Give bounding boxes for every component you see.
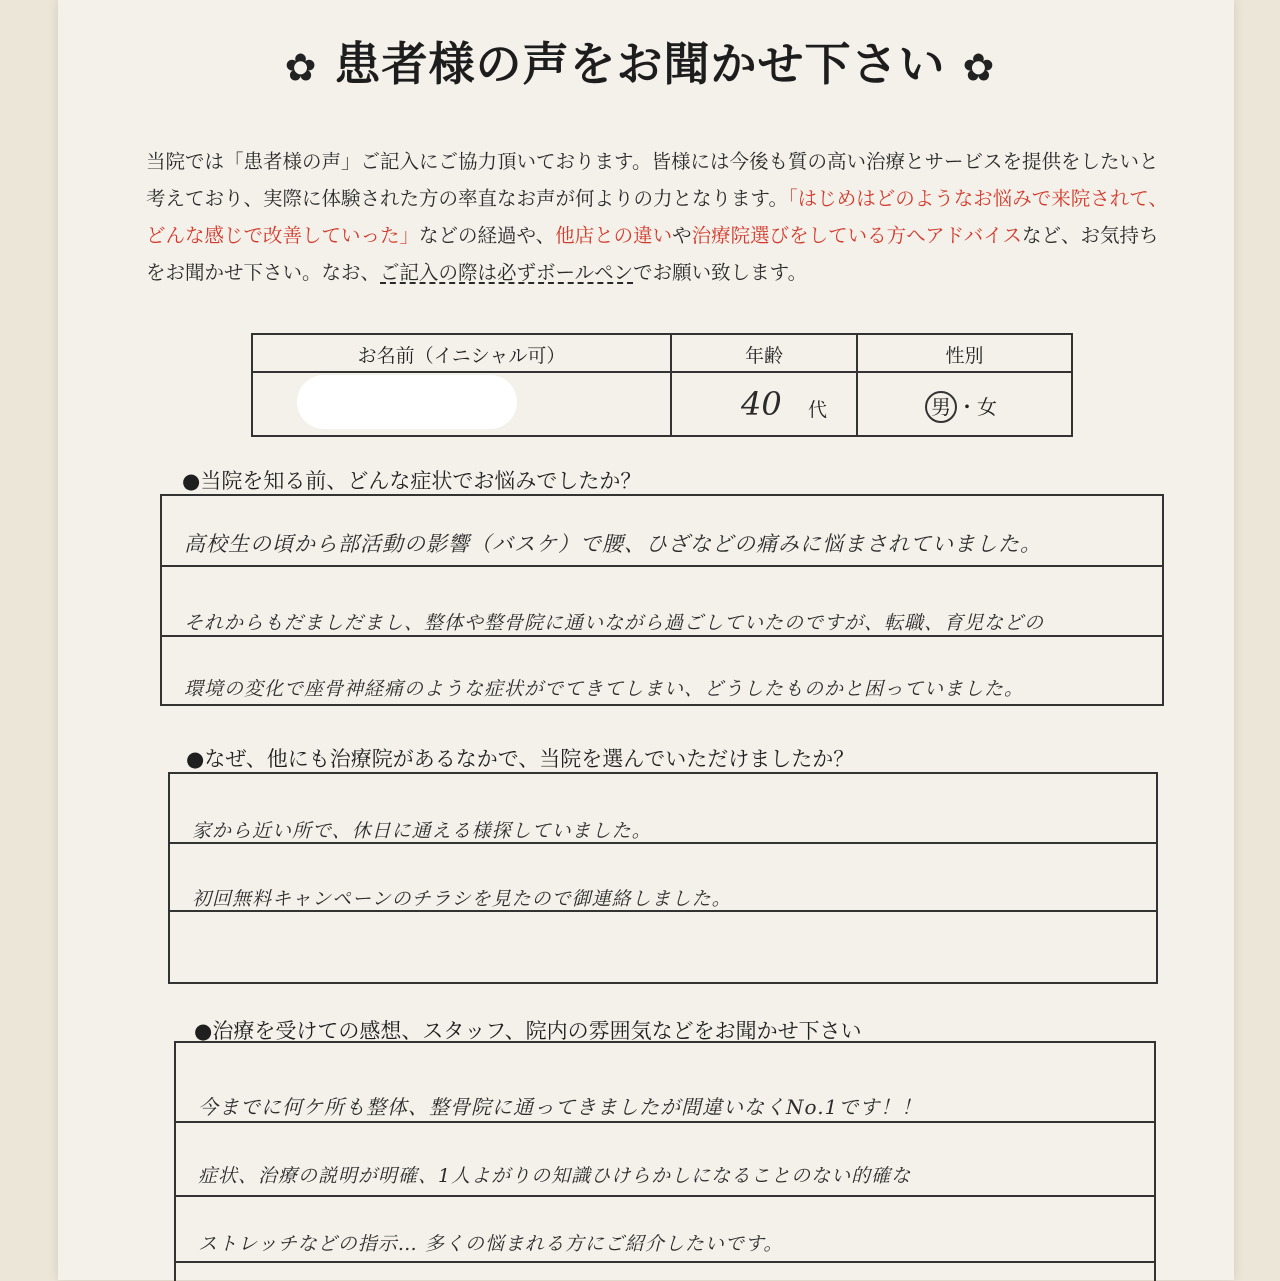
answer-2-line-1: 家から近い所で、休日に通える様探していました。 [192, 820, 652, 842]
intro-text: など、お気持ちをお聞かせ下さい。なお、 [146, 224, 1159, 284]
flower-icon: ✿ [962, 45, 996, 90]
answer-2-box [168, 772, 1158, 984]
rule-line [176, 1261, 1154, 1263]
redacted-name [297, 375, 517, 429]
age-value: 40 [741, 385, 782, 423]
intro-underlined: ご記入の際は必ずボールペン [380, 261, 634, 284]
intro-text: 当院では「患者様の声」ご記入にご協力頂いております。皆様には今後も質の高い治療とサービスを提供をしたいと考えており、実際に体験された方の率直なお声が何よりの力となります。 [146, 150, 1159, 210]
title-text: 患者様の声をお聞かせ下さい [334, 37, 946, 91]
intro-highlight: 他店との違い [555, 224, 673, 247]
flower-icon: ✿ [284, 45, 318, 90]
intro-highlight: 「はじめはどのようなお悩みで来院されて、どんな感じで改善していった」 [146, 187, 1168, 247]
gender-separator: ・ [957, 395, 977, 419]
answer-1-line-2: それからもだましだまし、整体や整骨院に通いながら過ごしていたのですが、転職、育児などの [184, 612, 1045, 634]
age-header: 年齢 [744, 345, 783, 367]
answer-3-line-1: 今までに何ケ所も整体、整骨院に通ってきましたが間違いなくNo.1です！！ [198, 1095, 923, 1119]
answer-1-box [160, 494, 1164, 706]
answer-3-line-3: ストレッチなどの指示… 多くの悩まれる方にご紹介したいです。 [198, 1233, 784, 1255]
intro-paragraph [146, 143, 1176, 291]
answer-3-line-2: 症状、治療の説明が明確、1人よがりの知識ひけらかしになることのない的確な [198, 1165, 912, 1187]
intro-text: でお願い致します。 [633, 261, 808, 284]
rule-line [162, 635, 1162, 637]
answer-3-box [174, 1041, 1156, 1281]
name-header: お名前（イニシャル可） [357, 345, 566, 367]
question-2-title: ●なぜ、他にも治療院があるなかで、当院を選んでいただけましたか？ [186, 747, 855, 771]
age-unit: 代 [808, 399, 828, 421]
answer-2-line-2: 初回無料キャンペーンのチラシを見たので御連絡しました。 [192, 888, 732, 910]
answer-1-line-3: 環境の変化で座骨神経痛のような症状がでてきてしまい、どうしたものかと困っていました。 [184, 678, 1025, 700]
question-1-title: ●当院を知る前、どんな症状でお悩みでしたか？ [182, 469, 642, 493]
row-divider [253, 371, 1071, 373]
gender-header: 性別 [945, 345, 984, 367]
gender-male-circled: 男 [925, 391, 957, 423]
intro-text: などの経過や、 [419, 224, 556, 247]
answer-1-line-1: 高校生の頃から部活動の影響（バスケ）で腰、ひざなどの痛みに悩まされていました。 [184, 532, 1042, 556]
question-3-title: ●治療を受けての感想、スタッフ、院内の雰囲気などをお聞かせ下さい [194, 1019, 862, 1043]
page-title [0, 28, 1280, 94]
rule-line [176, 1121, 1154, 1123]
gender-female: 女 [977, 395, 997, 419]
rule-line [162, 565, 1162, 567]
rule-line [176, 1195, 1154, 1197]
intro-text: や [672, 224, 692, 247]
intro-highlight: 治療院選びをしている方へアドバイス [691, 224, 1023, 247]
